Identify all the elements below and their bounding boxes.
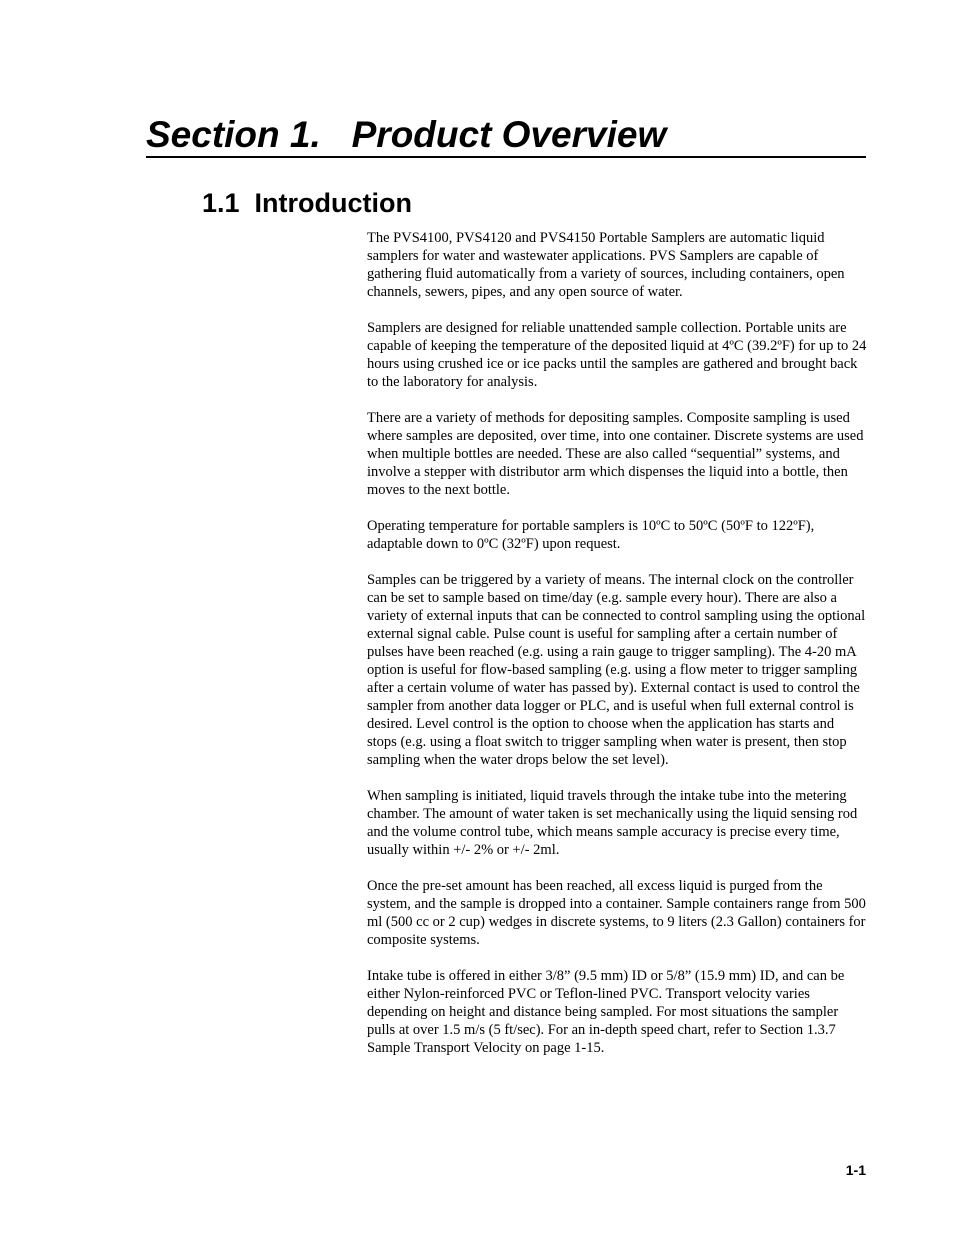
paragraph-sample-containers: Once the pre-set amount has been reached, all excess liquid is purged from the system, and the sample is dropped into a container. Sample containers range from 500 ml (500 cc or 2 cup) wedges in discrete systems, to 9 liters (2.3 Gallon) containers for composite systems. bbox=[367, 878, 866, 948]
subsection-title: 1.1 Introduction bbox=[202, 188, 413, 218]
paragraph-sampling-process: When sampling is initiated, liquid travels through the intake tube into the metering chamber. The amount of water taken is set mechanically using the liquid sensing rod and the volume control tube, which means sample accuracy is precise every time, usually within +/- 2% or +/- 2ml. bbox=[367, 788, 858, 858]
page-number: 1-1 bbox=[845, 1162, 866, 1178]
paragraph-depositing-methods: There are a variety of methods for depositing samples. Composite sampling is used where samples are deposited, over time, into one container. Discrete systems are used when multiple bottles are needed. These are also called “sequential” systems, and involve a stepper with distributor arm which dispenses the liquid into a bottle, then moves to the next bottle. bbox=[367, 410, 864, 498]
paragraph-samplers-overview: The PVS4100, PVS4120 and PVS4150 Portable Samplers are automatic liquid samplers for water and wastewater applications. PVS Samplers are capable of gathering fluid automatically from a variety of sources, including containers, open channels, sewers, pipes, and any open source of water. bbox=[367, 230, 845, 300]
introduction-body bbox=[367, 229, 867, 1075]
paragraph-triggering: Samples can be triggered by a variety of means. The internal clock on the controller can be set to sample based on time/day (e.g. sample every hour). There are also a variety of external inputs that can be connected to control sampling using the optional external signal cable. Pulse count is useful for sampling after a certain number of pulses have been reached (e.g. using a rain gauge to trigger sampling). The 4-20 mA option is useful for flow-based sampling (e.g. using a flow meter to trigger sampling after a certain volume of water has passed by). External contact is used to control the sampler from another data logger or PLC, and is useful when full external control is desired. Level control is the option to choose when the application has starts and stops (e.g. using a float switch to trigger sampling when water is present, then stop sampling when the water drops below the set level). bbox=[367, 572, 866, 768]
paragraph-sample-collection: Samplers are designed for reliable unattended sample collection. Portable units are capable of keeping the temperature of the deposited liquid at 4ºC (39.2ºF) for up to 24 hours using crushed ice or ice packs until the samples are gathered and brought back to the laboratory for analysis. bbox=[367, 320, 867, 390]
section-title-rule bbox=[146, 156, 866, 158]
paragraph-intake-tube: Intake tube is offered in either 3/8” (9.5 mm) ID or 5/8” (15.9 mm) ID, and can be either Nylon-reinforced PVC or Teflon-lined PVC. Transport velocity varies depending on height and distance being sampled. For most situations the sampler pulls at over 1.5 m/s (5 ft/sec). For an in-depth speed chart, refer to Section 1.3.7 Sample Transport Velocity on page 1-15. bbox=[367, 968, 845, 1056]
section-title: Section 1. Product Overview bbox=[146, 114, 667, 155]
paragraph-operating-temperature: Operating temperature for portable samplers is 10ºC to 50ºC (50ºF to 122ºF), adaptable down to 0ºC (32ºF) upon request. bbox=[367, 518, 815, 552]
